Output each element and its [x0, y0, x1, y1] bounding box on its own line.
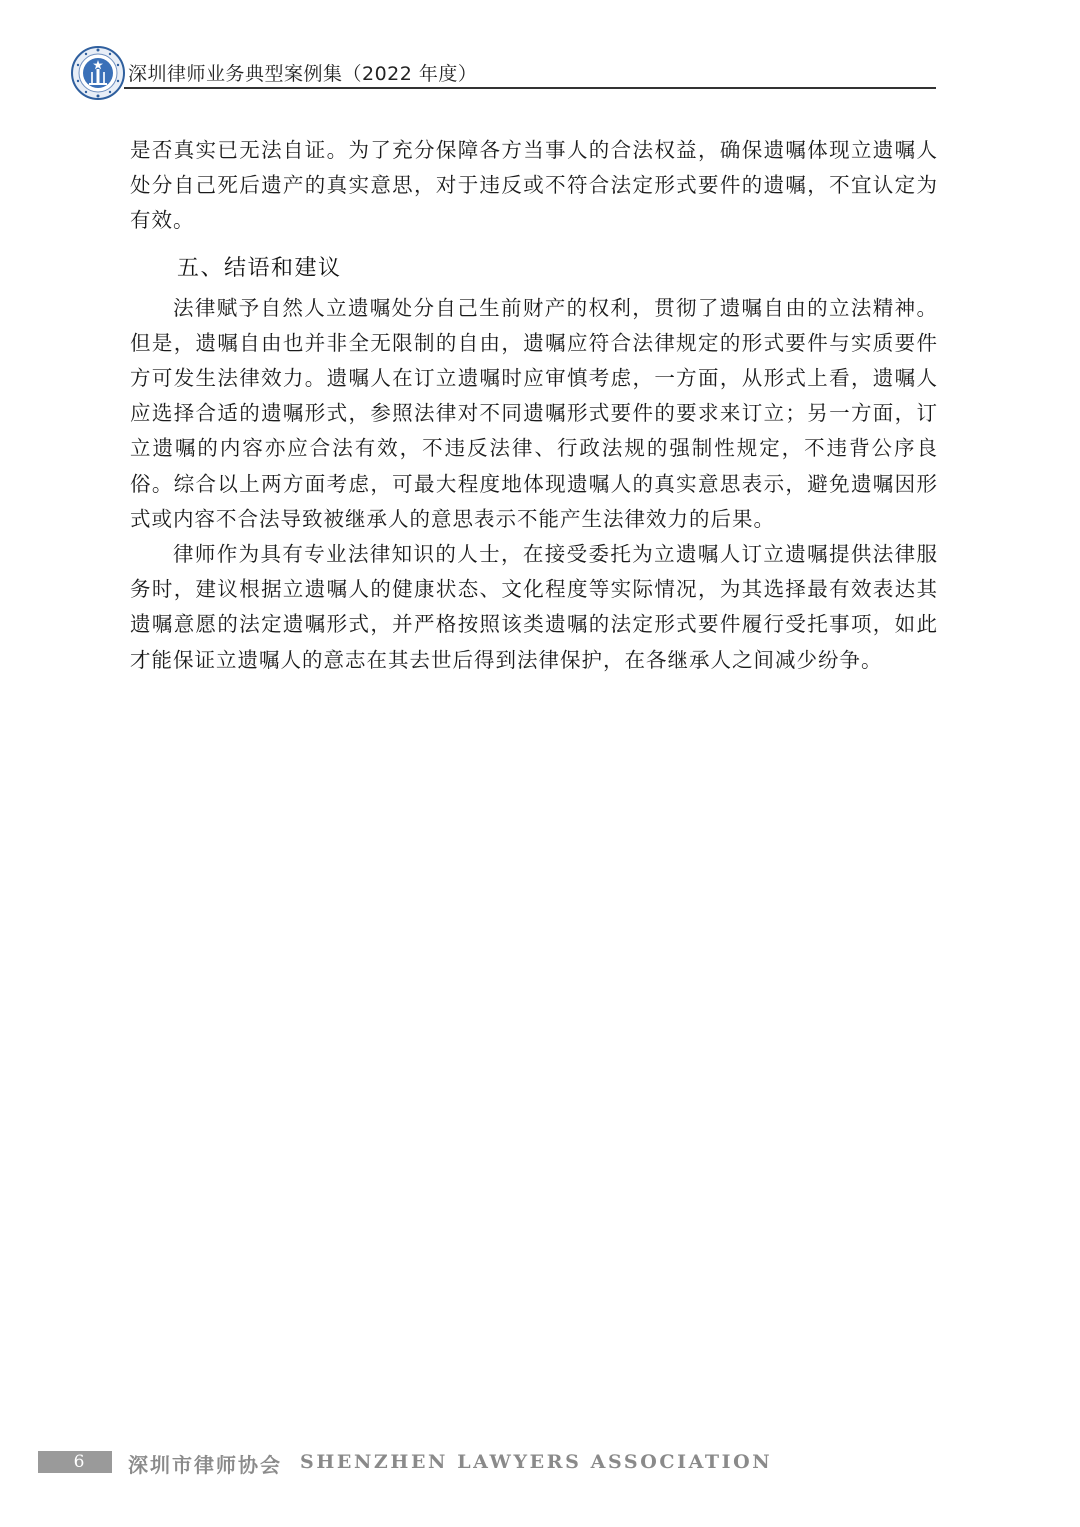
footer-org-english: SHENZHEN LAWYERS ASSOCIATION [300, 1451, 773, 1473]
page-header [70, 45, 936, 95]
body-content [130, 133, 938, 678]
paragraph-continued: 是否真实已无法自证。为了充分保障各方当事人的合法权益，确保遗嘱体现立遗嘱人处分自己死后遗产的真实意思，对于违反或不符合法定形式要件的遗嘱，不宜认定为有效。 [130, 138, 938, 233]
paragraph: 律师作为具有专业法律知识的人士，在接受委托为立遗嘱人订立遗嘱提供法律服务时，建议根据立遗嘱人的健康状态、文化程度等实际情况，为其选择最有效表达其遗嘱意愿的法定遗嘱形式，并严格按照该类遗嘱的法定形式要件履行受托事项，如此才能保证立遗嘱人的意志在其去世后得到法律保护，在各继承人之间减少纷争。 [130, 542, 938, 672]
paragraph: 法律赋予自然人立遗嘱处分自己生前财产的权利，贯彻了遗嘱自由的立法精神。但是，遗嘱自由也并非全无限制的自由，遗嘱应符合法律规定的形式要件与实质要件方可发生法律效力。遗嘱人在订立遗嘱时应审慎考虑，一方面，从形式上看，遗嘱人应选择合适的遗嘱形式，参照法律对不同遗嘱形式要件的要求来订立；另一方面，订立遗嘱的内容亦应合法有效，不违反法律、行政法规的强制性规定，不违背公序良俗。综合以上两方面考虑，可最大程度地体现遗嘱人的真实意思表示，避免遗嘱因形式或内容不合法导致被继承人的意思表示不能产生法律效力的后果。 [130, 295, 938, 531]
page-footer [38, 1450, 773, 1477]
header-title: 深圳律师业务典型案例集（2022 年度） [128, 63, 478, 85]
shenzhen-lawyers-association-logo-icon [70, 45, 126, 101]
section-heading: 五、结语和建议 [177, 255, 342, 281]
footer-org-chinese: 深圳市律师协会 [128, 1453, 282, 1477]
page-number: 6 [38, 1451, 112, 1473]
header-divider [124, 87, 936, 89]
